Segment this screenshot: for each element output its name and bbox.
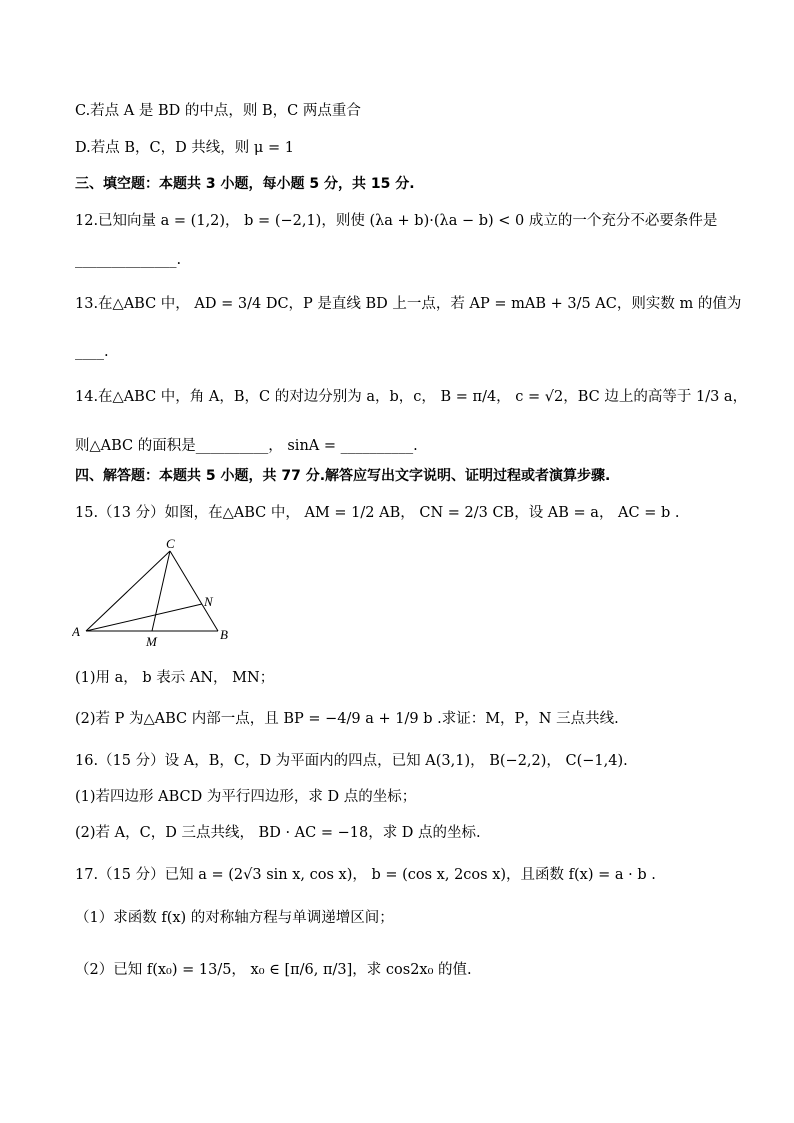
question-17-part-2: （2）已知 f(x₀) = 13/5， x₀ ∈ [π/6, π/3]，求 cos2x₀ 的值.	[75, 962, 472, 978]
question-16-part-2: (2)若 A，C，D 三点共线， BD · AC = −18，求 D 点的坐标.	[75, 825, 481, 841]
line-option-d: D.若点 B，C，D 共线，则 μ = 1	[75, 140, 294, 156]
question-17: 17.（15 分）已知 a = (2√3 sin x, cos x)， b = (cos x, 2cos x)，且函数 f(x) = a · b .	[75, 867, 656, 883]
triangle-figure	[72, 538, 234, 650]
line-option-c: C.若点 A 是 BD 的中点，则 B，C 两点重合	[75, 103, 361, 119]
question-16: 16.（15 分）设 A，B，C，D 为平面内的四点，已知 A(3,1)， B(−2,2)， C(−1,4).	[75, 753, 628, 769]
edge-ac	[86, 551, 170, 631]
label-m: M	[146, 634, 157, 649]
label-b: B	[220, 627, 228, 642]
label-c: C	[166, 538, 175, 551]
question-16-part-1: (1)若四边形 ABCD 为平行四边形，求 D 点的坐标；	[75, 789, 417, 805]
segment-an	[86, 604, 202, 631]
section-heading-solve: 四、解答题：本题共 5 小题，共 77 分.解答应写出文字说明、证明过程或者演算步骤.	[75, 468, 611, 484]
label-n: N	[204, 594, 213, 609]
question-13-blank: ____.	[75, 344, 109, 360]
question-14: 14.在△ABC 中，角 A，B，C 的对边分别为 a，b，c， B = π/4， c = √2，BC 边上的高等于 1/3 a，	[75, 389, 748, 405]
section-heading-fill-in: 三、填空题：本题共 3 小题，每小题 5 分，共 15 分.	[75, 176, 415, 192]
question-12: 12.已知向量 a = (1,2)， b = (−2,1)，则使 (λa + b)·(λa − b) < 0 成立的一个充分不必要条件是	[75, 213, 718, 229]
segment-cm	[152, 551, 170, 631]
question-15-part-1: (1)用 a， b 表示 AN， MN；	[75, 670, 275, 686]
question-17-part-1: （1）求函数 f(x) 的对称轴方程与单调递增区间；	[75, 910, 394, 926]
question-13: 13.在△ABC 中， AD = 3/4 DC，P 是直线 BD 上一点，若 AP = mAB + 3/5 AC，则实数 m 的值为	[75, 296, 742, 312]
question-14-cont: 则△ABC 的面积是__________， sinA = __________.	[75, 438, 418, 454]
question-15: 15.（13 分）如图，在△ABC 中， AM = 1/2 AB， CN = 2/3 CB，设 AB = a， AC = b .	[75, 505, 680, 521]
question-15-part-2: (2)若 P 为△ABC 内部一点，且 BP = −4/9 a + 1/9 b .求证：M，P，N 三点共线.	[75, 711, 619, 727]
label-a: A	[72, 624, 80, 639]
edge-cb	[170, 551, 218, 631]
question-12-blank: ______________.	[75, 252, 182, 268]
